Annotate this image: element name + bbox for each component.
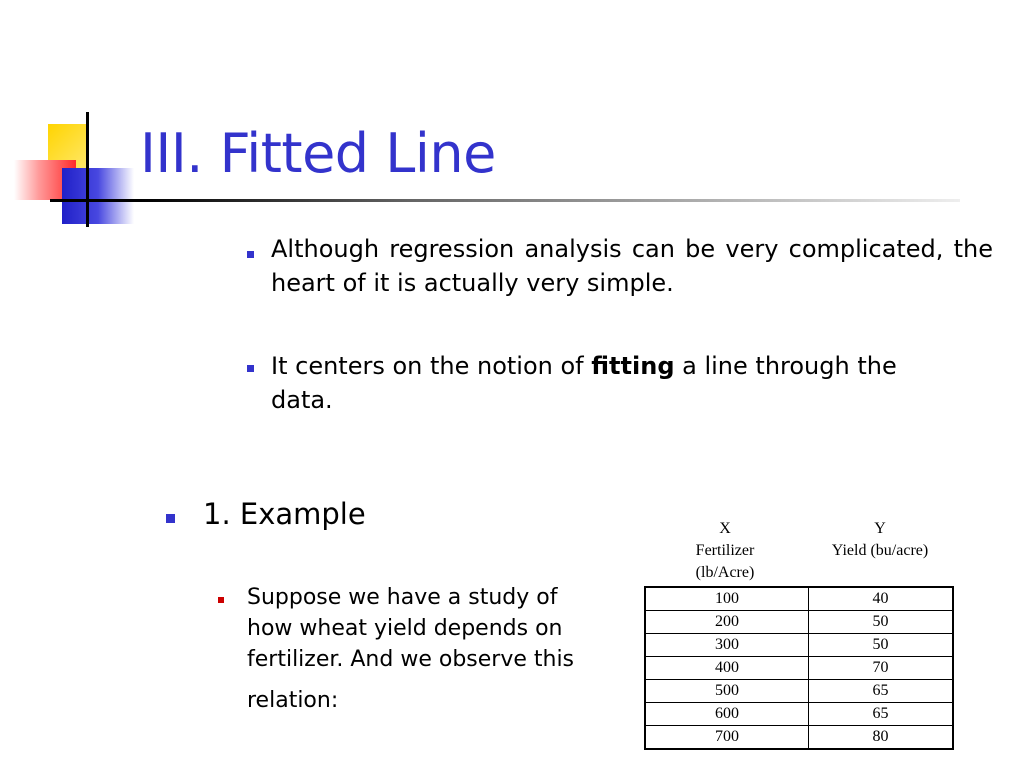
column-header-x-line: Fertilizer (695, 542, 755, 559)
cell-yield: 50 (809, 611, 954, 634)
cell-fertilizer: 100 (645, 587, 809, 611)
cell-fertilizer: 700 (645, 726, 809, 750)
cell-fertilizer: 200 (645, 611, 809, 634)
table-row (645, 703, 953, 726)
column-header-y (806, 518, 954, 562)
bullet-square-icon (166, 514, 175, 523)
column-header-x-line: X (719, 520, 731, 537)
slide-title: III. Fitted Line (140, 122, 496, 185)
cell-fertilizer: 500 (645, 680, 809, 703)
column-header-y-line: Y (874, 520, 886, 537)
table-row (645, 611, 953, 634)
bullet-text-2-before: It centers on the notion of (271, 352, 592, 380)
cell-fertilizer: 600 (645, 703, 809, 726)
data-table-body (645, 587, 953, 749)
table-row (645, 657, 953, 680)
sub-bullet-square-icon (218, 597, 224, 603)
table-row (645, 587, 953, 611)
bullet-square-icon (247, 251, 254, 258)
cell-yield: 65 (809, 680, 954, 703)
bullet-text-2-bold: fitting (591, 352, 675, 380)
cell-yield: 80 (809, 726, 954, 750)
bullet-text-2-after: a line through the data. (271, 352, 897, 414)
cell-yield: 65 (809, 703, 954, 726)
example-description-end: relation: (247, 688, 339, 713)
cell-yield: 70 (809, 657, 954, 680)
cell-yield: 40 (809, 587, 954, 611)
column-header-y-line: Yield (bu/acre) (831, 542, 929, 559)
cell-yield: 50 (809, 634, 954, 657)
table-row (645, 634, 953, 657)
example-heading: 1. Example (203, 497, 366, 531)
table-row (645, 726, 953, 750)
bullet-text-2 (271, 349, 951, 417)
column-header-x-line: (lb/Acre) (695, 564, 755, 581)
title-underline (50, 199, 960, 202)
cell-fertilizer: 300 (645, 634, 809, 657)
bullet-square-icon (247, 365, 254, 372)
table-row (645, 680, 953, 703)
logo-blue-square (62, 168, 134, 224)
bullet-text-1: Although regression analysis can be very complicated, the heart of it is actually very simple. (271, 235, 993, 297)
data-table (644, 586, 954, 750)
column-header-x (644, 518, 806, 584)
example-description (247, 582, 607, 716)
cell-fertilizer: 400 (645, 657, 809, 680)
example-description-main: Suppose we have a study of how wheat yield depends on fertilizer. And we observe this (247, 585, 575, 672)
logo-vertical-line (86, 112, 89, 227)
